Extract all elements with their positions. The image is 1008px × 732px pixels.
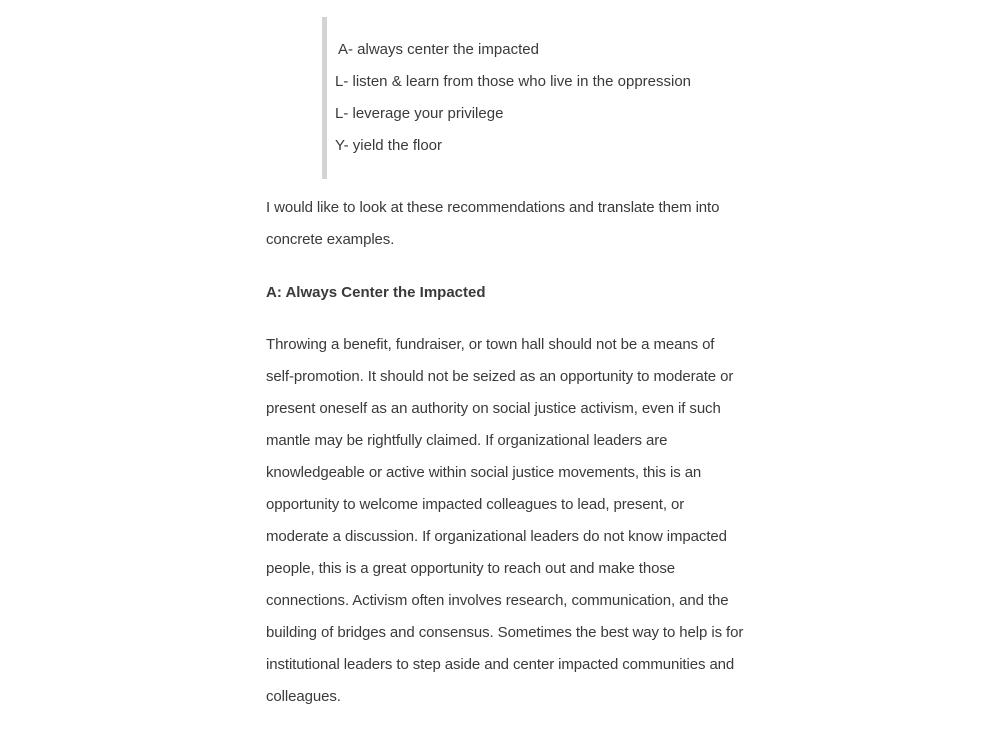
blockquote-line-l1: L- listen & learn from those who live in the oppression bbox=[335, 73, 692, 90]
section-heading: A: Always Center the Impacted bbox=[266, 284, 486, 301]
blockquote-line-l2: L- leverage your privilege bbox=[335, 105, 504, 122]
intro-paragraph: I would like to look at these recommendations and translate them into concrete examples. bbox=[266, 199, 720, 248]
body-paragraph: Throwing a benefit, fundraiser, or town hall should not be a means of self-promotion. It should not be seized as an opportunity to moderate or present oneself as an authority on social justice activism, even if such mantle may be rightfully claimed. If organizational leaders are knowledgeable or active within social justice movements, this is an opportunity to welcome impacted colleagues to lead, present, or moderate a discussion. If organizational leaders do not know impacted people, this is a great opportunity to reach out and make those connections. Activism often involves research, communication, and the building of bridges and consensus. Sometimes the best way to help is for institutional leaders to step aside and center impacted communities and colleagues. bbox=[266, 336, 744, 705]
blockquote-line-y: Y- yield the floor bbox=[335, 137, 443, 154]
blockquote-line-a: A- always center the impacted bbox=[338, 41, 539, 58]
acronym-blockquote bbox=[322, 17, 742, 179]
